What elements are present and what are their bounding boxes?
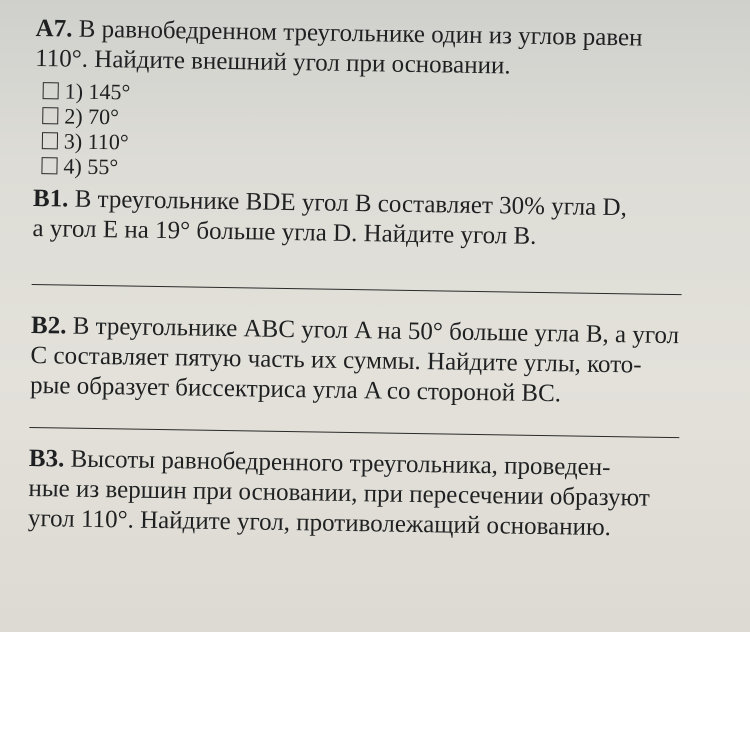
checkbox-icon[interactable] xyxy=(41,157,57,174)
checkbox-icon[interactable] xyxy=(42,107,58,124)
question-number: B1. xyxy=(32,184,69,213)
question-a7 xyxy=(33,14,735,189)
blank-area xyxy=(0,632,750,750)
question-text-line: Высоты равнобедренного треугольника, проведен- xyxy=(70,445,611,482)
answer-line[interactable] xyxy=(32,284,682,295)
answer-option[interactable]: 4) 55° xyxy=(33,153,733,189)
answer-option[interactable]: 3) 110° xyxy=(34,128,734,164)
checkbox-icon[interactable] xyxy=(43,82,59,99)
answer-option[interactable]: 1) 145° xyxy=(35,78,735,114)
question-text-line: угол 110°. Найдите угол, противолежащий основанию. xyxy=(27,504,612,542)
question-b3 xyxy=(28,444,729,545)
question-text-line: рые образует биссектриса угла A со стороной BC. xyxy=(29,371,562,408)
question-text-line: C составляет пятую часть их суммы. Найдите углы, кото- xyxy=(30,341,642,379)
checkbox-icon[interactable] xyxy=(42,132,58,149)
answer-options xyxy=(33,78,734,189)
question-number: B2. xyxy=(30,311,67,340)
question-text-line: В равнобедренном треугольнике один из углов равен xyxy=(78,15,643,52)
question-text-line: В треугольнике ABC угол A на 50° больше угла B, а угол xyxy=(72,312,680,350)
answer-option[interactable]: 2) 70° xyxy=(34,103,734,139)
question-number: A7. xyxy=(35,14,73,43)
textbook-page xyxy=(28,8,736,545)
question-text-line: а угол E на 19° больше угла D. Найдите угол B. xyxy=(32,214,537,250)
question-b1 xyxy=(32,184,734,296)
question-text-line: ные из вершин при основании, при пересечении образуют xyxy=(28,474,651,512)
question-b2 xyxy=(29,311,731,439)
question-text-line: В треугольнике BDE угол B составляет 30% угла D, xyxy=(74,185,628,222)
answer-line[interactable] xyxy=(29,427,679,438)
question-text-line: 110°. Найдите внешний угол при основании. xyxy=(34,44,511,80)
question-number: B3. xyxy=(28,444,65,473)
